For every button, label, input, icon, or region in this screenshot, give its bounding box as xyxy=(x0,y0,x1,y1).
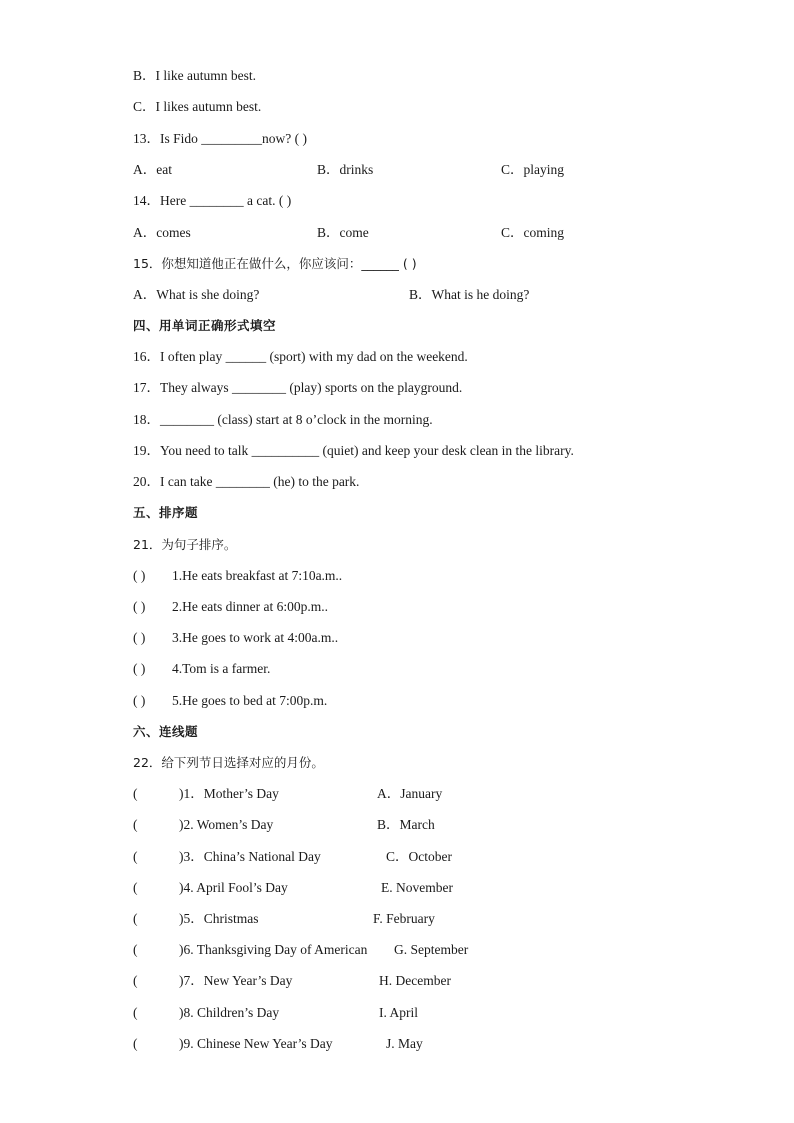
q22-month-9: J. May xyxy=(386,1036,423,1051)
q21-blank-3: ( ) xyxy=(133,630,146,645)
q22-blank-9: ( xyxy=(133,1036,138,1051)
q21-blank-4: ( ) xyxy=(133,661,146,676)
q21-sentence-1: 1.He eats breakfast at 7:10a.m.. xyxy=(172,568,343,583)
q12-option-c: C．I likes autumn best. xyxy=(133,99,262,114)
q22-blank-5: ( xyxy=(133,911,138,926)
q14-option-b: B．come xyxy=(317,225,369,240)
q22-blank-2: ( xyxy=(133,817,138,832)
q22-holiday-4: )4. April Fool’s Day xyxy=(179,880,288,895)
q22-blank-4: ( xyxy=(133,880,138,895)
q21-blank-2: ( ) xyxy=(133,599,146,614)
q19: 19．You need to talk __________ (quiet) and keep your desk clean in the library. xyxy=(133,443,574,458)
q22-blank-6: ( xyxy=(133,942,138,957)
q21-sentence-5: 5.He goes to bed at 7:00p.m. xyxy=(172,693,328,708)
q22-month-3: C．October xyxy=(386,849,452,864)
q15-option-b: B．What is he doing? xyxy=(409,287,530,302)
q21-sentence-2: 2.He eats dinner at 6:00p.m.. xyxy=(172,599,328,614)
q21-sentence-4: 4.Tom is a farmer. xyxy=(172,661,271,676)
q12-option-b: B．I like autumn best. xyxy=(133,68,256,83)
q22-holiday-6: )6. Thanksgiving Day of American xyxy=(179,942,368,957)
q22-stem: 22．给下列节日选择对应的月份。 xyxy=(133,755,324,770)
q22-month-6: G. September xyxy=(394,942,469,957)
q22-month-4: E. November xyxy=(381,880,453,895)
q15-stem: 15．你想知道他正在做什么，你应该问：______ ( ) xyxy=(133,256,417,271)
q14-stem: 14．Here ________ a cat. ( ) xyxy=(133,193,292,208)
q20: 20．I can take ________ (he) to the park. xyxy=(133,474,360,489)
q13-stem: 13．Is Fido _________now? ( ) xyxy=(133,131,307,146)
q18: 18．________ (class) start at 8 o’clock in the morning. xyxy=(133,412,433,427)
q22-holiday-8: )8. Children’s Day xyxy=(179,1005,280,1020)
q22-holiday-9: )9. Chinese New Year’s Day xyxy=(179,1036,333,1051)
q13-option-b: B．drinks xyxy=(317,162,374,177)
q17: 17．They always ________ (play) sports on the playground. xyxy=(133,380,463,395)
q22-month-1: A．January xyxy=(377,786,443,801)
q21-stem: 21．为句子排序。 xyxy=(133,537,237,552)
q22-holiday-7: )7．New Year’s Day xyxy=(179,973,293,988)
section4-heading: 四、用单词正确形式填空 xyxy=(133,318,277,333)
q21-blank-1: ( ) xyxy=(133,568,146,583)
q13-option-a: A．eat xyxy=(133,162,172,177)
q14-option-c: C．coming xyxy=(501,225,564,240)
q22-blank-3: ( xyxy=(133,849,138,864)
q22-holiday-3: )3．China’s National Day xyxy=(179,849,321,864)
q15-option-a: A．What is she doing? xyxy=(133,287,260,302)
q14-option-a: A．comes xyxy=(133,225,191,240)
q16: 16．I often play ______ (sport) with my dad on the weekend. xyxy=(133,349,468,364)
q22-month-7: H. December xyxy=(379,973,451,988)
q22-holiday-1: )1．Mother’s Day xyxy=(179,786,279,801)
q22-blank-7: ( xyxy=(133,973,138,988)
q22-blank-8: ( xyxy=(133,1005,138,1020)
q22-holiday-5: )5．Christmas xyxy=(179,911,259,926)
section6-heading: 六、连线题 xyxy=(133,724,199,739)
q21-blank-5: ( ) xyxy=(133,693,146,708)
section5-heading: 五、排序题 xyxy=(133,505,199,520)
q13-option-c: C．playing xyxy=(501,162,564,177)
q22-blank-1: ( xyxy=(133,786,138,801)
q22-month-8: I. April xyxy=(379,1005,418,1020)
q22-month-5: F. February xyxy=(373,911,435,926)
q21-sentence-3: 3.He goes to work at 4:00a.m.. xyxy=(172,630,339,645)
q22-holiday-2: )2. Women’s Day xyxy=(179,817,274,832)
q22-month-2: B．March xyxy=(377,817,435,832)
